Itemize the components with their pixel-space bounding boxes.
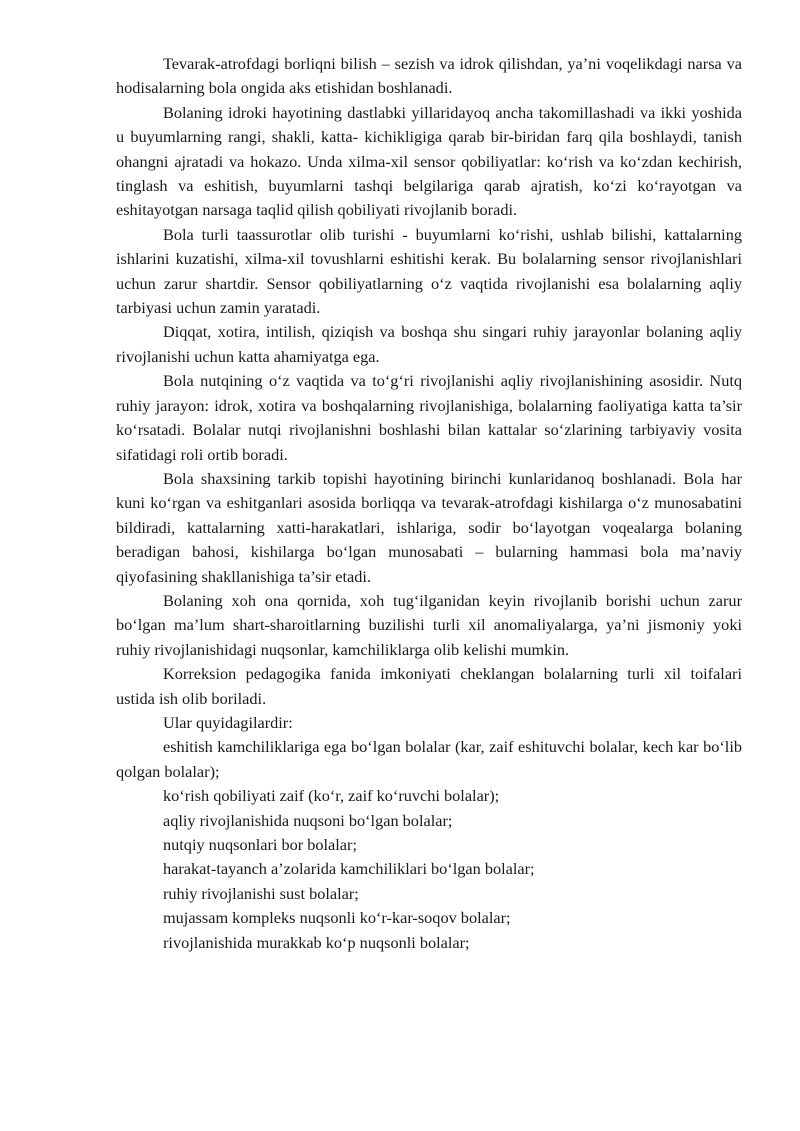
paragraph-mental-processes: Diqqat, xotira, intilish, qiziqish va boshqa shu singari ruhiy jarayonlar bolaning aqliy rivojlanishi uchun katta ahamiyatga ega. (116, 322, 742, 366)
paragraph-personality: Bola shaxsining tarkib topishi hayotining birinchi kunlaridanoq boshlanadi. Bola har kuni ko‘rgan va eshitganlari asosida borliqqa va tevarak-atrofdagi kishilarga o‘z munosabatini bildiradi, kattalarning xatti-harakatlari, ishlariga, sodir bo‘layotgan voqealarga bolaning beradigan bahosi, kishilarga bo‘lgan munosabati – bularning hammasi bola ma’naviy qiyofasining shakllanishiga ta’sir etadi. (116, 468, 742, 586)
list-item: eshitish kamchiliklariga ega bo‘lgan bolalar (kar, zaif eshituvchi bolalar, kech kar bo‘lib qolgan bolalar); (116, 737, 742, 781)
paragraph-sensory-abilities: Bolaning idroki hayotining dastlabki yillaridayoq ancha takomillashadi va ikki yoshida u buyumlarning rangi, shakli, katta- kichikligiga qarab bir-biridan farq qila boshlaydi, tanish ohangni ajratadi va hokazo. Unda xilma-xil sensor qobiliyatlar: ko‘rish va ko‘zdan kechirish, tinglash va eshitish, buyumlarni tashqi belgilariga qarab ajratish, ko‘zi ko‘rayotgan va eshitayotgan narsaga taqlid qilish qobiliyati rivojlanib boradi. (116, 102, 742, 220)
list-item: mujassam kompleks nuqsonli ko‘r-kar-soqov bolalar; (163, 908, 511, 928)
paragraph-list-intro: Ular quyidagilardir: (163, 712, 293, 732)
list-item: rivojlanishida murakkab ko‘p nuqsonli bolalar; (163, 932, 470, 952)
paragraph-anomalies: Bolaning xoh ona qornida, xoh tug‘ilganidan keyin rivojlanib borishi uchun zarur bo‘lgan ma’lum shart-sharoitlarning buzilishi turli xil anomaliyalarga, ya’ni jismoniy yoki ruhiy rivojlanishidagi nuqsonlar, kamchiliklarga olib kelishi mumkin. (116, 590, 742, 659)
paragraph-impressions: Bola turli taassurotlar olib turishi - buyumlarni ko‘rishi, ushlab bilishi, kattalarning ishlarini kuzatishi, xilma-xil tovushlarni eshitishi kerak. Bu bolalarning sensor rivojlanishlari uchun zarur shartdir. Sensor qobiliyatlarning o‘z vaqtida rivojlanishi esa bolalarning aqliy tarbiyasi uchun zamin yaratadi. (116, 224, 742, 318)
list-item: nutqiy nuqsonlari bor bolalar; (163, 835, 357, 854)
list-item: harakat-tayanch a’zolarida kamchiliklari bo‘lgan bolalar; (163, 859, 535, 879)
document-page (116, 52, 742, 955)
list-item: ruhiy rivojlanishi sust bolalar; (163, 883, 359, 903)
list-item: aqliy rivojlanishida nuqsoni bo‘lgan bolalar; (163, 810, 453, 830)
list-item: ko‘rish qobiliyati zaif (ko‘r, zaif ko‘ruvchi bolalar); (163, 786, 500, 806)
paragraph-perception: Tevarak-atrofdagi borliqni bilish – sezish va idrok qilishdan, ya’ni voqelikdagi narsa va hodisalarning bola ongida aks etishidan boshlanadi. (116, 54, 742, 98)
paragraph-speech: Bola nutqining o‘z vaqtida va to‘g‘ri rivojlanishi aqliy rivojlanishining asosidir. Nutq ruhiy jarayon: idrok, xotira va boshqalarning rivojlanishiga, bolalarning faoliyatiga katta ta’sir ko‘rsatadi. Bolalar nutqi rivojlanishni boshlashi bilan kattalar so‘zlarining tarbiyaviy vosita sifatidagi roli ortib boradi. (116, 371, 742, 464)
paragraph-correction-pedagogy: Korreksion pedagogika fanida imkoniyati cheklangan bolalarning turli xil toifalari ustida ish olib boriladi. (116, 664, 742, 708)
